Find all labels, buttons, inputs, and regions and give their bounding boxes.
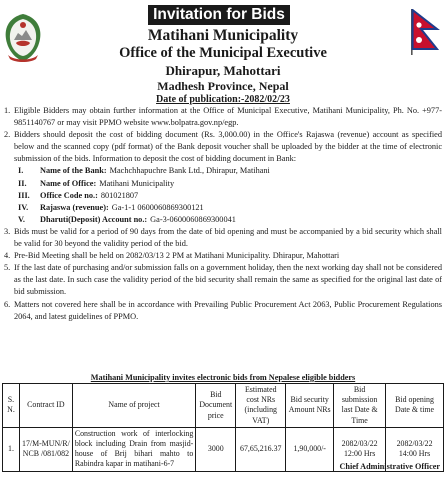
column-header-submission: Bid submission last Date & Time — [334, 384, 386, 428]
banner-title: Invitation for Bids — [148, 5, 290, 25]
paragraph-4 — [4, 250, 442, 262]
bank-detail-row: IV. Rajaswa (revenue): Ga-1-1 0600060869300121 — [18, 202, 442, 214]
cell-contract-id: 17/M-MUN/R/ NCB /081/082 — [19, 427, 72, 471]
paragraph-number: 6. — [4, 299, 11, 309]
bank-detail-key: Name of Office: — [40, 178, 97, 188]
banner — [0, 5, 446, 25]
column-header-document-price: Bid Document price — [196, 384, 236, 428]
column-header-opening: Bid opening Date & time — [386, 384, 444, 428]
office-name: Office of the Municipal Executive — [119, 45, 327, 61]
paragraph-text: Eligible Bidders may obtain further information at the Office of Municipal Executive, Matihani Municipality, Ph. No. +977-9851140767 or may visit PPMO website www.bolpatra.gov.np/egp. — [14, 106, 442, 128]
bank-detail-value: Ga-3-0600060869300041 — [150, 214, 236, 224]
paragraph-number: 3. — [4, 226, 11, 236]
column-header-project: Name of project — [72, 384, 195, 428]
cell-project: Construction work of interlocking block including Drain from masjid-house of Brij bihari mahto to Rabindra kapar in matihani-6-7 — [72, 427, 195, 471]
bid-table — [2, 383, 444, 472]
column-header-contract-id: Contract ID — [19, 384, 72, 428]
paragraph-5 — [4, 262, 442, 298]
paragraph-number: 4. — [4, 251, 11, 261]
cell-submission: 2082/03/22 12:00 Hrs — [334, 427, 386, 471]
bank-detail-value: Matihani Municipality — [99, 178, 175, 188]
paragraph-number: 5. — [4, 263, 11, 273]
cell-estimated-cost: 67,65,216.37 — [236, 427, 286, 471]
paragraph-text: Bidders should deposit the cost of bidding document (Rs. 3,000.00) in the Office's Rajaswa (revenue) account as specified below and the scanned copy (pdf format) of the Bank deposit voucher shall be uploaded by the bidder at the time of electronic submission of the bids. Information to deposit the cost of bidding document in Bank: — [14, 130, 442, 164]
column-header-sn: S. N. — [3, 384, 20, 428]
paragraph-6 — [4, 299, 442, 323]
bank-detail-row: II. Name of Office: Matihani Municipality — [18, 178, 442, 190]
bank-detail-key: Dharuti(Deposit) Account no.: — [40, 214, 148, 224]
paragraph-2 — [4, 129, 442, 165]
paragraph-text: Matters not covered here shall be in accordance with Prevailing Public Procurement Act 2063, Public Procurement Regulations 2064, and latest guidelines of PPMO. — [14, 299, 442, 321]
bank-detail-key: Rajaswa (revenue): — [40, 202, 109, 212]
table-title: Matihani Municipality invites electronic bids from Nepalese eligible bidders — [90, 373, 356, 382]
bank-detail-value: Machchhapuchre Bank Ltd., Dhirapur, Matihani — [109, 166, 270, 176]
cell-document-price: 3000 — [196, 427, 236, 471]
cell-bid-security: 1,90,000/- — [286, 427, 334, 471]
province-name: Madhesh Province, Nepal — [157, 79, 289, 93]
signatory: Chief Administrative Officer — [339, 462, 440, 471]
publication-date: Date of publication:-2082/02/23 — [156, 94, 290, 105]
bank-detail-value: 801021807 — [100, 190, 139, 200]
municipality-name: Matihani Municipality — [147, 27, 299, 44]
notice-body — [4, 105, 442, 323]
office-location: Dhirapur, Mahottari — [165, 63, 281, 78]
column-header-bid-security: Bid security Amount NRs — [286, 384, 334, 428]
bank-detail-key: Office Code no.: — [40, 190, 98, 200]
bank-detail-key: Name of the Bank: — [40, 166, 107, 176]
bank-details — [4, 165, 442, 225]
table-header-row — [3, 384, 444, 428]
cell-opening: 2082/03/22 14:00 Hrs — [386, 427, 444, 471]
bank-detail-value: Ga-1-1 0600060869300121 — [111, 202, 204, 212]
paragraph-text: Pre-Bid Meeting shall be held on 2082/03/13 2 PM at Matihani Municipality. Dhirapur, Mahottari — [14, 251, 340, 261]
bank-detail-row: I. Name of the Bank: Machchhapuchre Bank Ltd., Dhirapur, Matihani — [18, 165, 442, 177]
cell-sn: 1. — [3, 427, 20, 471]
paragraph-number: 2. — [4, 130, 11, 140]
paragraph-1 — [4, 105, 442, 129]
paragraph-text: Bids must be valid for a period of 90 days from the date of bid opening and must be accompanied by a bid security which shall be valid for 30 beyond the validity period of the bid. — [14, 226, 442, 249]
bank-detail-row: III. Office Code no.: 801021807 — [18, 190, 442, 202]
paragraph-number: 1. — [4, 106, 11, 115]
bank-detail-row: V. Dharuti(Deposit) Account no.: Ga-3-0600060869300041 — [18, 214, 442, 226]
paragraph-3 — [4, 226, 442, 250]
paragraph-text: If the last date of purchasing and/or submission falls on a government holiday, then the next working day shall not be considered as the last date. In such case the validity period of the bid security shall remain the same as specified for the original last date of bid submission. — [14, 263, 442, 297]
column-header-estimated-cost: Estimated cost NRs (including VAT) — [236, 384, 286, 428]
